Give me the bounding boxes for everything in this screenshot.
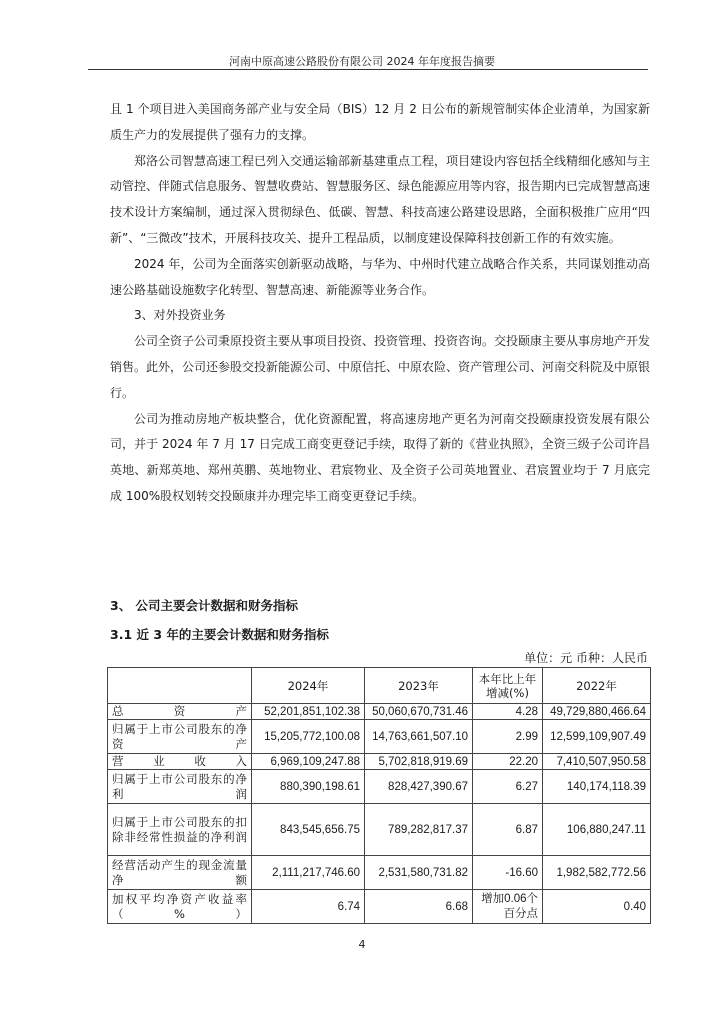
- cell-2024: 15,205,772,100.08: [252, 720, 365, 754]
- table-header-cell: [108, 668, 252, 704]
- cell-2022: 12,599,109,907.49: [543, 720, 651, 754]
- table-header-cell: 2024年: [252, 668, 365, 704]
- paragraph: 公司为推动房地产板块整合，优化资源配置，将高速房地产更名为河南交投颐康投资发展有限公司，并于 2024 年 7 月 17 日完成工商变更登记手续，取得了新的《营业执照》，全资三级子公司许昌英地、新郑英地、郑州英鹏、英地物业、君宸物业、及全资子公司英地置业、君宸置业均于 7 月底完成 100%股权划转交投颐康并办理完毕工商变更登记手续。: [110, 411, 650, 503]
- cell-change: 2.99: [473, 720, 543, 754]
- cell-2024: 880,390,198.61: [252, 770, 365, 804]
- cell-2023: 14,763,661,507.10: [365, 720, 473, 754]
- table-row: [108, 856, 651, 890]
- cell-2023: 2,531,580,731.82: [365, 856, 473, 890]
- cell-change: 6.87: [473, 804, 543, 856]
- cell-2024: 6.74: [252, 890, 365, 924]
- cell-2022: 140,174,118.39: [543, 770, 651, 804]
- cell-change: 22.20: [473, 754, 543, 770]
- table-header-cell: 2023年: [365, 668, 473, 704]
- table-row: [108, 890, 651, 924]
- cell-change: -16.60: [473, 856, 543, 890]
- header-rule: [88, 69, 648, 70]
- paragraph: 2024 年，公司为全面落实创新驱动战略，与华为、中州时代建立战略合作关系，共同谋划推动高速公路基础设施数字化转型、智慧高速、新能源等业务合作。: [110, 256, 650, 297]
- body-text: [110, 97, 650, 510]
- row-label: 加权平均净资产收益率（%）: [108, 890, 252, 924]
- page-number: 4: [358, 938, 366, 951]
- cell-2023: 828,427,390.67: [365, 770, 473, 804]
- cell-2023: 6.68: [365, 890, 473, 924]
- cell-2024: 6,969,109,247.88: [252, 754, 365, 770]
- cell-2022: 49,729,880,466.64: [543, 704, 651, 720]
- cell-2024: 843,545,656.75: [252, 804, 365, 856]
- section-subheading: 3.1 近 3 年的主要会计数据和财务指标: [110, 627, 329, 642]
- section-heading: 3、 公司主要会计数据和财务指标: [110, 598, 299, 613]
- cell-2022: 106,880,247.11: [543, 804, 651, 856]
- row-label: 经营活动产生的现金流量净额: [108, 856, 252, 890]
- paragraph: 公司全资子公司秉原投资主要从事项目投资、投资管理、投资咨询。交投颐康主要从事房地产开发销售。此外，公司还参股交投新能源公司、中原信托、中原农险、资产管理公司、河南交科院及中原银行。: [110, 334, 651, 400]
- page-header: 河南中原高速公路股份有限公司 2024 年年度报告摘要: [229, 55, 495, 68]
- cell-2023: 789,282,817.37: [365, 804, 473, 856]
- cell-change: 增加0.06个百分点: [473, 890, 543, 924]
- row-label: 归属于上市公司股东的净资产: [108, 720, 252, 754]
- cell-2022: 0.40: [543, 890, 651, 924]
- paragraph: 郑洛公司智慧高速工程已列入交通运输部新基建重点工程，项目建设内容包括全线精细化感知与主动管控、伴随式信息服务、智慧收费站、智慧服务区、绿色能源应用等内容，报告期内已完成智慧高速技术设计方案编制，通过深入贯彻绿色、低碳、智慧、科技高速公路建设思路，全面积极推广应用“四新”、“三微改”技术，开展科技攻关、提升工程品质，以制度建设保障科技创新工作的有效实施。: [110, 153, 651, 245]
- cell-2024: 2,111,217,746.60: [252, 856, 365, 890]
- cell-2022: 1,982,582,772.56: [543, 856, 651, 890]
- row-label: 总资产: [108, 704, 252, 720]
- cell-2022: 7,410,507,950.58: [543, 754, 651, 770]
- table-row: [108, 770, 651, 804]
- cell-change: 4.28: [473, 704, 543, 720]
- table-header-row: [108, 668, 651, 704]
- row-label: 营业收入: [108, 754, 252, 770]
- table-header-cell: 本年比上年增减(%): [473, 668, 543, 704]
- table-row: [108, 704, 651, 720]
- table-row: [108, 804, 651, 856]
- cell-2024: 52,201,851,102.38: [252, 704, 365, 720]
- paragraph-heading: 3、对外投资业务: [134, 308, 226, 323]
- table-header-cell: 2022年: [543, 668, 651, 704]
- paragraph: 且 1 个项目进入美国商务部产业与安全局（BIS）12 月 2 日公布的新规管制实体企业清单，为国家新质生产力的发展提供了强有力的支撑。: [110, 102, 650, 142]
- table-row: [108, 754, 651, 770]
- unit-currency-note: 单位：元 币种：人民币: [524, 651, 648, 665]
- financial-indicators-table: [107, 667, 651, 924]
- cell-2023: 50,060,670,731.46: [365, 704, 473, 720]
- row-label: 归属于上市公司股东的净利润: [108, 770, 252, 804]
- table-row: [108, 720, 651, 754]
- row-label: 归属于上市公司股东的扣除非经常性损益的净利润: [108, 804, 252, 856]
- cell-change: 6.27: [473, 770, 543, 804]
- cell-2023: 5,702,818,919.69: [365, 754, 473, 770]
